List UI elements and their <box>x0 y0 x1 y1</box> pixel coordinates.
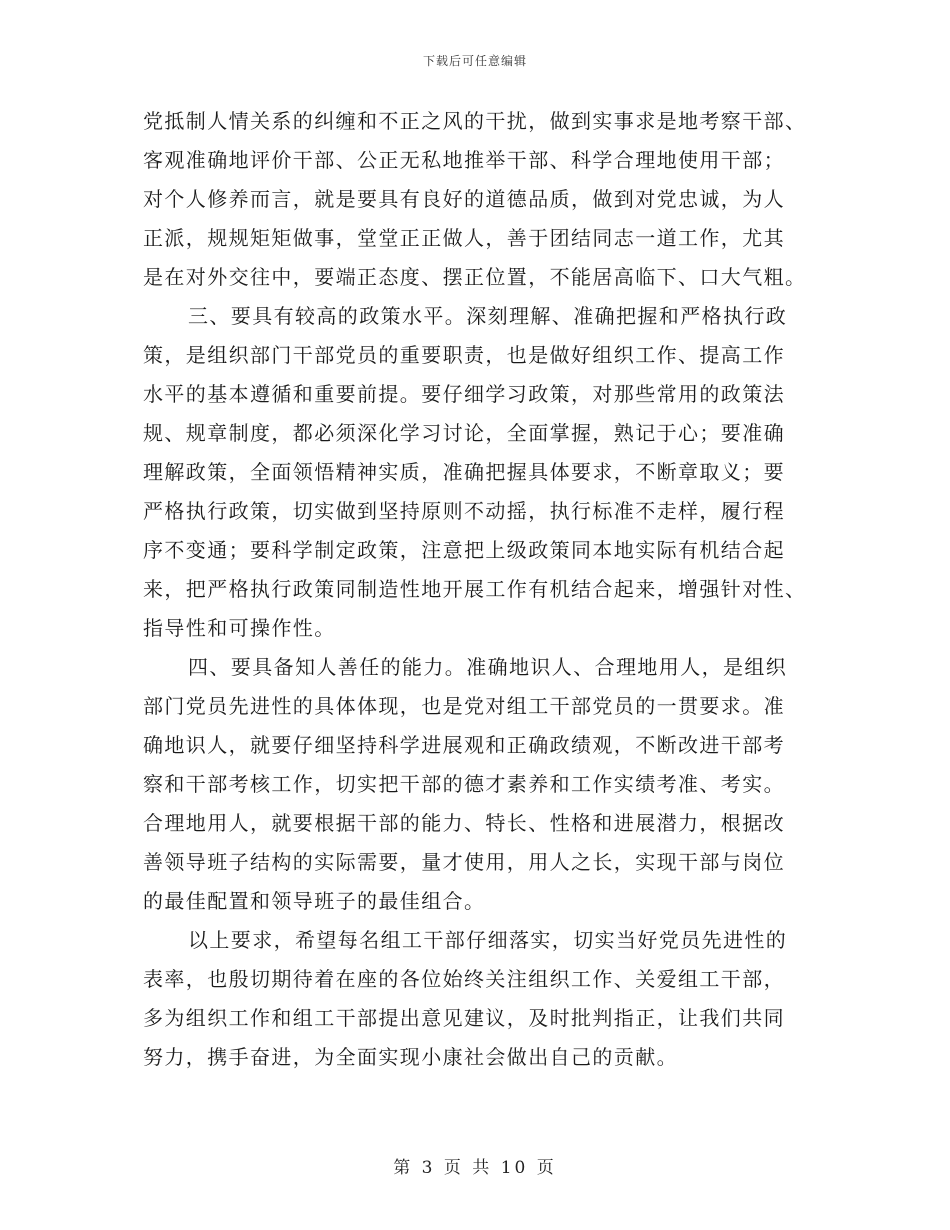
text-line: 努力，携手奋进，为全面实现小康社会做出自己的贡献。 <box>143 1045 678 1069</box>
paragraph-start-line: 以上要求，希望每名组工干部仔细落实，切实当好党员先进性的 <box>188 928 788 952</box>
text-line: 策，是组织部门干部党员的重要职责，也是做好组织工作、提高工作 <box>143 343 785 367</box>
text-line: 表率，也殷切期待着在座的各位始终关注组织工作、关爱组工干部， <box>143 967 785 991</box>
paragraph-start-line: 四、要具备知人善任的能力。准确地识人、合理地用人，是组织 <box>188 655 788 679</box>
text-line: 正派，规规矩矩做事，堂堂正正做人，善于团结同志一道工作，尤其 <box>143 226 785 250</box>
page-number-footer: 第 3 页 共 10 页 <box>393 1158 557 1178</box>
page-header: 下载后可任意编辑 <box>422 54 527 68</box>
text-line: 指导性和可操作性。 <box>143 616 336 640</box>
text-line: 部门党员先进性的具体体现，也是党对组工干部党员的一贯要求。准 <box>143 694 785 718</box>
text-line: 多为组织工作和组工干部提出意见建议，及时批判指正，让我们共同 <box>143 1006 785 1030</box>
text-line: 党抵制人情关系的纠缠和不正之风的干扰，做到实事求是地考察干部、 <box>143 109 807 133</box>
text-line: 水平的基本遵循和重要前提。要仔细学习政策，对那些常用的政策法 <box>143 382 785 406</box>
text-line: 的最佳配置和领导班子的最佳组合。 <box>143 889 486 913</box>
text-line: 规、规章制度，都必须深化学习讨论，全面掌握，熟记于心；要准确 <box>143 421 785 445</box>
document-body <box>143 102 813 1077</box>
text-line: 严格执行政策，切实做到坚持原则不动摇，执行标准不走样，履行程 <box>143 499 785 523</box>
text-line: 察和干部考核工作，切实把干部的德才素养和工作实绩考准、考实。 <box>143 772 785 796</box>
text-line: 客观准确地评价干部、公正无私地推举干部、科学合理地使用干部； <box>143 148 785 172</box>
text-line: 善领导班子结构的实际需要，量才使用，用人之长，实现干部与岗位 <box>143 850 785 874</box>
text-line: 序不变通；要科学制定政策，注意把上级政策同本地实际有机结合起 <box>143 538 785 562</box>
text-line: 理解政策，全面领悟精神实质，准确把握具体要求，不断章取义；要 <box>143 460 785 484</box>
text-line: 确地识人，就要仔细坚持科学进展观和正确政绩观，不断改进干部考 <box>143 733 785 757</box>
text-line: 合理地用人，就要根据干部的能力、特长、性格和进展潜力，根据改 <box>143 811 785 835</box>
text-line: 是在对外交往中，要端正态度、摆正位置，不能居高临下、口大气粗。 <box>143 265 807 289</box>
text-line: 对个人修养而言，就是要具有良好的道德品质，做到对党忠诚，为人 <box>143 187 785 211</box>
paragraph-start-line: 三、要具有较高的政策水平。深刻理解、准确把握和严格执行政 <box>188 304 788 328</box>
text-line: 来，把严格执行政策同制造性地开展工作有机结合起来，增强针对性、 <box>143 577 807 601</box>
